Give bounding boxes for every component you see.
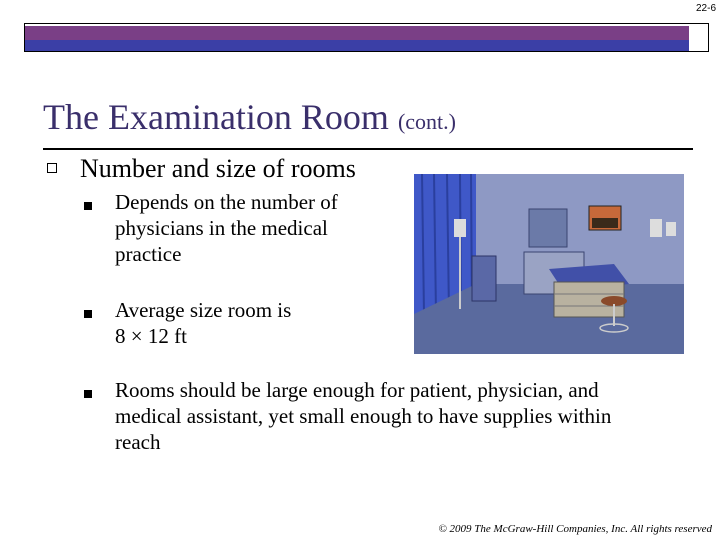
slide-title-suffix: (cont.) bbox=[397, 109, 456, 134]
copyright-footer: © 2009 The McGraw-Hill Companies, Inc. All rights reserved bbox=[438, 523, 712, 535]
subbullet-1-line-2: physicians in the medical bbox=[115, 216, 328, 240]
subbullet-1 bbox=[115, 189, 338, 267]
exam-room-photo bbox=[414, 174, 684, 354]
slide-title-main: The Examination Room bbox=[43, 97, 389, 137]
slide-title bbox=[43, 96, 456, 138]
subbullet-2-line-1: Average size room is bbox=[115, 298, 292, 322]
subbullet-1-line-3: practice bbox=[115, 242, 182, 266]
subbullet-3-line-3: reach bbox=[115, 430, 161, 454]
header-bar-blue bbox=[25, 40, 689, 51]
subbullet-1-line-1: Depends on the number of bbox=[115, 190, 338, 214]
header-bar-purple bbox=[25, 26, 689, 40]
square-bullet-icon bbox=[84, 390, 92, 398]
subbullet-3-line-1: Rooms should be large enough for patient, physician, and bbox=[115, 378, 599, 402]
subbullet-3-line-2: medical assistant, yet small enough to have supplies within bbox=[115, 404, 612, 428]
subbullet-2 bbox=[115, 297, 291, 349]
subbullet-3 bbox=[115, 377, 611, 455]
square-bullet-icon bbox=[84, 310, 92, 318]
hollow-square-bullet-icon bbox=[47, 163, 57, 173]
slide-number: 22-6 bbox=[695, 3, 716, 14]
square-bullet-icon bbox=[84, 202, 92, 210]
subbullet-2-line-2: 8 × 12 ft bbox=[115, 324, 187, 348]
title-divider bbox=[43, 148, 693, 150]
main-bullet-text: Number and size of rooms bbox=[80, 154, 356, 183]
header-bar-gap bbox=[689, 26, 708, 51]
